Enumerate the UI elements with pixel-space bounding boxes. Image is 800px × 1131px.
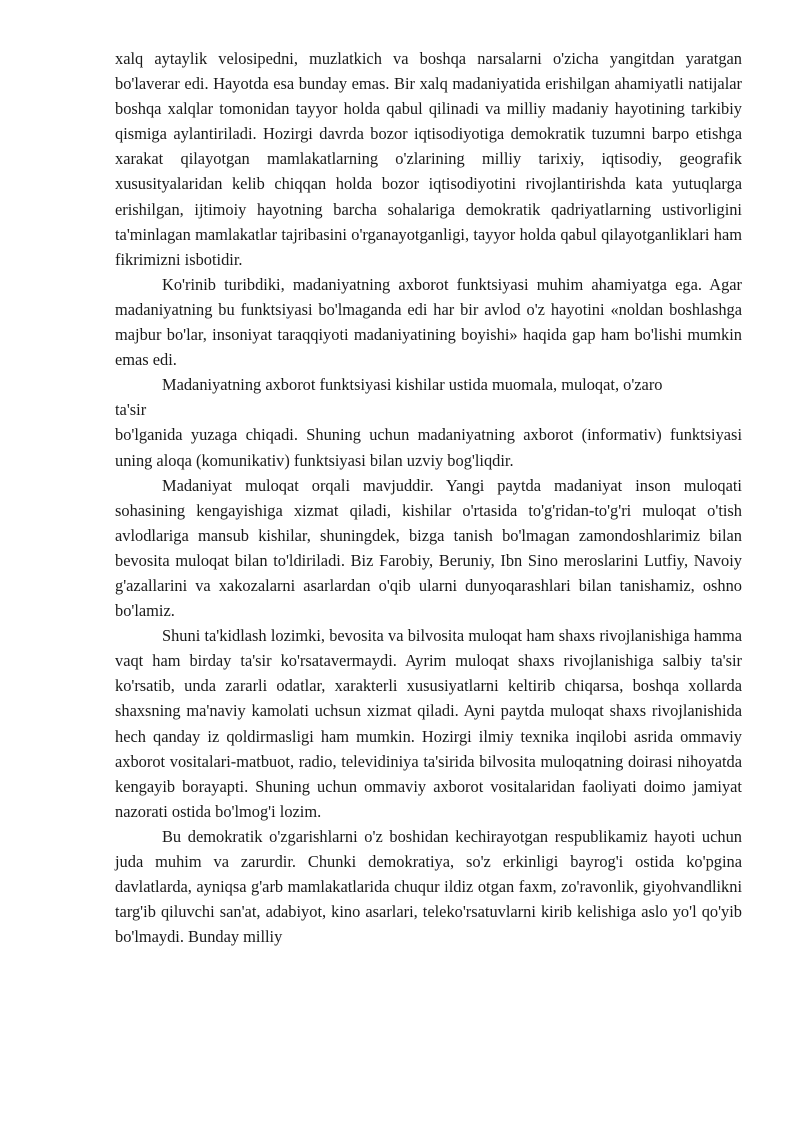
paragraph-3-line-2: ta'sir (115, 400, 147, 420)
paragraph-2: Ko'rinib turibdiki, madaniyatning axborot funktsiyasi muhim ahamiyatga ega. Agar madaniyatning bu funktsiyasi bo'lmaganda edi har bir avlod o'z hayotini «noldan boshlashga majbur bo'lar, insoniyat taraqqiyoti madaniyatining boyishi» haqida gap ham bo'lishi mumkin emas edi. (115, 274, 742, 370)
paragraph-6: Bu demokratik o'zgarishlarni o'z boshidan kechirayotgan respublikamiz hayoti uchun juda muhim va zarurdir. Chunki demokratiya, so'z erkinligi bayrog'i ostida ko'pgina davlatlarda, ayniqsa g'arb mamlakatlarida chuqur ildiz otgan faxm, zo'ravonlik, giyohvandlikni targ'ib qiluvchi san'at, adabiyot, kino asarlari, teleko'rsatuvlarni kirib kelishiga aslo yo'l qo'yib bo'lmaydi. Bunday milliy (115, 826, 742, 947)
document-page (115, 46, 742, 949)
paragraph-1: xalq aytaylik velosipedni, muzlatkich va boshqa narsalarni o'zicha yangitdan yaratgan bo'laverar edi. Hayotda esa bunday emas. Bir xalq madaniyatida erishilgan ahamiyatli natijalar boshqa xalqlar tomonidan tayyor holda qabul qilinadi va milliy madaniy hayotining tarkibiy qismiga aylantiriladi. Hozirgi davrda bozor iqtisodiyotiga demokratik tuzumni barpo etishga xarakat qilayotgan mamlakatlarning o'zlarining milliy tarixiy, iqtisodiy, geografik xususityalaridan kelib chiqqan holda bozor iqtisodiyotini rivojlantirishda kata yutuqlarga erishilgan, ijtimoiy hayotning barcha sohalariga demokratik qadriyatlarning ustivorligini ta'minlagan mamlakatlar tajribasini o'rganayotganligi, tayyor holda qabul qilayotganliklari ham fikrimizni isbotidir. (115, 49, 742, 269)
paragraph-5: Shuni ta'kidlash lozimki, bevosita va bilvosita muloqat ham shaxs rivojlanishiga hamma vaqt ham birday ta'sir ko'rsatavermaydi. Ayrim muloqat shaxs rivojlanishiga salbiy ta'sir ko'rsatib, unda zararli odatlar, xarakterli xususiyatlarni keltirib chiqarsa, boshqa xollarda shaxsning ma'naviy kamolati uchsun xizmat qiladi. Ayni paytda muloqat shaxs rivojlanishida hech qanday iz qoldirmasligi ham mumkin. Hozirgi ilmiy texnika inqilobi asrida ommaviy axborot vositalari-matbuot, radio, televidiniya ta'sirida bilvosita muloqatning doirasi nihoyatda kengayib borayapti. Shuning uchun ommaviy axborot vositalaridan faoliyati doimo jamiyat nazorati ostida bo'lmog'i lozim. (115, 626, 742, 821)
paragraph-3-continuation: bo'lganida yuzaga chiqadi. Shuning uchun madaniyatning axborot (informativ) funktsiyasi uning aloqa (komunikativ) funktsiyasi bilan uzviy bog'liqdir. (115, 425, 742, 470)
paragraph-4: Madaniyat muloqat orqali mavjuddir. Yangi paytda madaniyat inson muloqati sohasining kengayishiga xizmat qiladi, kishilar o'rtasida to'g'ridan-to'g'ri muloqat o'tish avlodlariga mansub kishilar, shuningdek, bizga tanish bo'lmagan zamondoshlarimiz bilan bevosita muloqat bilan to'ldiriladi. Biz Farobiy, Beruniy, Ibn Sino meroslarini Lutfiy, Navoiy g'azallarini va xakozalarni asarlardan o'qib ularni dunyoqarashlari bilan tanishamiz, oshno bo'lamiz. (115, 475, 742, 621)
paragraph-3-line-1: Madaniyatning axborot funktsiyasi kishilar ustida muomala, muloqat, o'zaro (162, 375, 663, 395)
